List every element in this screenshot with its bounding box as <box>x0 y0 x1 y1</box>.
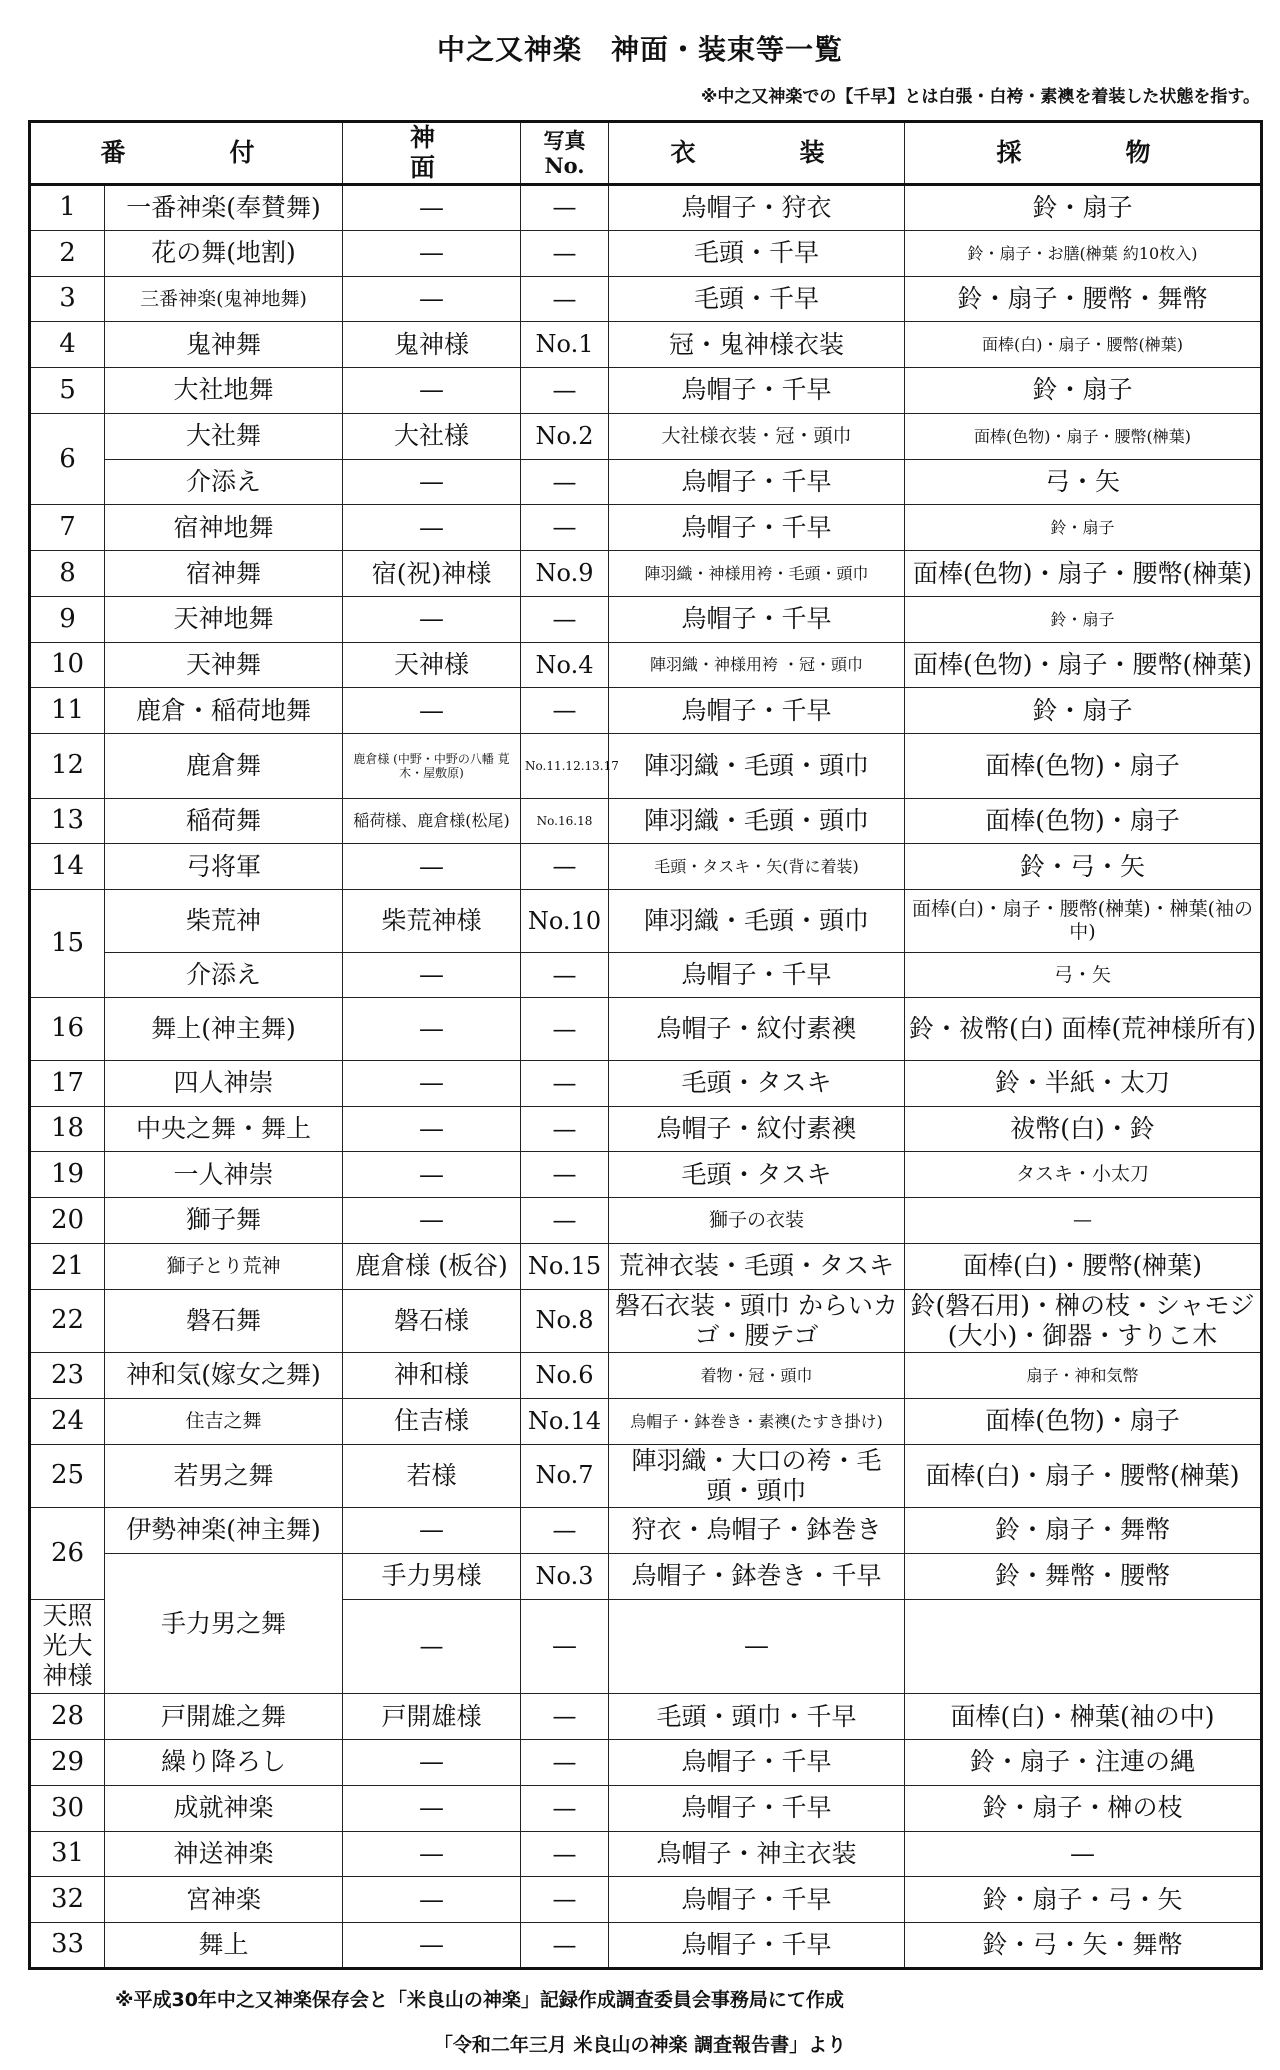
costume-cell: 烏帽子・千早 <box>609 459 905 505</box>
costume-cell: 陣羽織・大口の袴・毛頭・頭巾 <box>609 1444 905 1507</box>
name-cell: 伊勢神楽(神主舞) <box>105 1508 343 1554</box>
item-cell: 鈴・祓幣(白) 面棒(荒神様所有) <box>905 998 1262 1060</box>
costume-cell: 烏帽子・千早 <box>609 1923 905 1969</box>
item-cell: 鈴・扇子 <box>905 505 1262 551</box>
mask-cell: 鹿倉様 (板谷) <box>343 1243 521 1289</box>
kagura-table <box>28 120 1263 1970</box>
no-cell: 32 <box>30 1877 105 1923</box>
no-cell: 26 <box>30 1508 105 1600</box>
item-cell: — <box>609 1599 905 1694</box>
mask-cell: — <box>343 505 521 551</box>
mask-cell: — <box>343 368 521 414</box>
table-row <box>30 1508 1262 1554</box>
name-cell: 柴荒神 <box>105 890 343 952</box>
no-cell: 24 <box>30 1398 105 1444</box>
item-cell: 鈴・扇子 <box>905 368 1262 414</box>
table-row <box>30 368 1262 414</box>
no-cell: 10 <box>30 642 105 688</box>
costume-cell: — <box>521 1599 609 1694</box>
table-row <box>30 1243 1262 1289</box>
table-row <box>30 1398 1262 1444</box>
item-cell: 鈴・扇子 <box>905 688 1262 734</box>
mask-cell: — <box>343 1740 521 1786</box>
costume-cell: 烏帽子・千早 <box>609 505 905 551</box>
costume-cell: 毛頭・タスキ <box>609 1060 905 1106</box>
table-row <box>30 642 1262 688</box>
name-cell: 若男之舞 <box>105 1444 343 1507</box>
no-cell: 21 <box>30 1243 105 1289</box>
no-cell: 5 <box>30 368 105 414</box>
item-cell: 鈴・扇子・腰幣・舞幣 <box>905 276 1262 322</box>
costume-cell: 荒神衣装・毛頭・タスキ <box>609 1243 905 1289</box>
mask-cell: 手力男様 <box>343 1553 521 1599</box>
name-cell: 神和気(嫁女之舞) <box>105 1353 343 1399</box>
no-cell: 11 <box>30 688 105 734</box>
costume-cell: 烏帽子・千早 <box>609 688 905 734</box>
item-cell: 祓幣(白)・鈴 <box>905 1106 1262 1152</box>
table-header-row <box>30 122 1262 185</box>
table-row <box>30 505 1262 551</box>
photo-cell: No.6 <box>521 1353 609 1399</box>
name-cell: 稲荷舞 <box>105 798 343 844</box>
item-cell: 鈴・扇子 <box>905 185 1262 231</box>
name-cell: 舞上 <box>105 1923 343 1969</box>
name-cell: 介添え <box>105 459 343 505</box>
name-cell: 天神舞 <box>105 642 343 688</box>
table-row <box>30 952 1262 998</box>
mask-cell: — <box>343 1923 521 1969</box>
mask-cell: — <box>343 1106 521 1152</box>
item-cell: — <box>905 1198 1262 1244</box>
item-cell: 面棒(色物)・扇子 <box>905 798 1262 844</box>
item-cell: 鈴・扇子・注連の縄 <box>905 1740 1262 1786</box>
photo-cell: No.2 <box>521 413 609 459</box>
mask-cell: — <box>343 952 521 998</box>
item-cell: 鈴・舞幣・腰幣 <box>905 1553 1262 1599</box>
photo-cell: — <box>521 1198 609 1244</box>
name-cell: 宮神楽 <box>105 1877 343 1923</box>
item-cell: 鈴・扇子 <box>905 596 1262 642</box>
item-cell: 面棒(白)・扇子・腰幣(榊葉) <box>905 322 1262 368</box>
photo-cell: — <box>521 368 609 414</box>
mask-cell: 住吉様 <box>343 1398 521 1444</box>
name-cell: 繰り降ろし <box>105 1740 343 1786</box>
mask-cell: — <box>343 844 521 890</box>
mask-cell: 大社様 <box>343 413 521 459</box>
name-cell: 舞上(神主舞) <box>105 998 343 1060</box>
mask-cell: — <box>343 185 521 231</box>
table-row <box>30 1831 1262 1877</box>
name-cell: 宿神地舞 <box>105 505 343 551</box>
table-row <box>30 551 1262 597</box>
mask-cell: 神和様 <box>343 1353 521 1399</box>
no-cell: 30 <box>30 1785 105 1831</box>
table-row <box>30 998 1262 1060</box>
table-row <box>30 1152 1262 1198</box>
name-cell: 四人神崇 <box>105 1060 343 1106</box>
costume-cell: 烏帽子・紋付素襖 <box>609 1106 905 1152</box>
no-cell: 19 <box>30 1152 105 1198</box>
no-cell: 2 <box>30 230 105 276</box>
mask-cell: — <box>343 596 521 642</box>
header-item: 採 物 <box>905 122 1262 185</box>
photo-cell: — <box>521 1694 609 1740</box>
table-row <box>30 688 1262 734</box>
no-cell: 15 <box>30 890 105 998</box>
costume-cell: 陣羽織・毛頭・頭巾 <box>609 890 905 952</box>
photo-cell: No.11.12.13.17 <box>521 734 609 798</box>
costume-cell: 狩衣・烏帽子・鉢巻き <box>609 1508 905 1554</box>
no-cell: 7 <box>30 505 105 551</box>
no-cell: 6 <box>30 413 105 505</box>
table-row <box>30 413 1262 459</box>
photo-cell: — <box>521 505 609 551</box>
table-row <box>30 276 1262 322</box>
name-cell: 大社舞 <box>105 413 343 459</box>
costume-cell: 烏帽子・千早 <box>609 596 905 642</box>
no-cell: 31 <box>30 1831 105 1877</box>
costume-cell: 烏帽子・千早 <box>609 368 905 414</box>
mask-cell: 磐石様 <box>343 1289 521 1352</box>
photo-cell: — <box>521 185 609 231</box>
photo-cell: — <box>521 952 609 998</box>
photo-cell: — <box>521 1785 609 1831</box>
no-cell: 9 <box>30 596 105 642</box>
no-cell: 13 <box>30 798 105 844</box>
no-cell: 17 <box>30 1060 105 1106</box>
table-row <box>30 1289 1262 1352</box>
table-row <box>30 1877 1262 1923</box>
name-cell: 一人神崇 <box>105 1152 343 1198</box>
no-cell: 22 <box>30 1289 105 1352</box>
photo-cell: — <box>521 1923 609 1969</box>
item-cell: 面棒(白)・扇子・腰幣(榊葉) <box>905 1444 1262 1507</box>
photo-cell: — <box>521 276 609 322</box>
photo-cell: — <box>521 688 609 734</box>
table-row <box>30 890 1262 952</box>
name-cell: 大社地舞 <box>105 368 343 414</box>
costume-cell: 烏帽子・千早 <box>609 1740 905 1786</box>
mask-cell: — <box>343 459 521 505</box>
item-cell: 弓・矢 <box>905 459 1262 505</box>
header-photo: 写真No. <box>521 122 609 185</box>
photo-cell: No.10 <box>521 890 609 952</box>
costume-cell: 磐石衣装・頭巾 からいカゴ・腰テゴ <box>609 1289 905 1352</box>
mask-cell: — <box>343 1831 521 1877</box>
costume-cell: 陣羽織・毛頭・頭巾 <box>609 798 905 844</box>
costume-cell: 烏帽子・神主衣装 <box>609 1831 905 1877</box>
name-cell: 獅子舞 <box>105 1198 343 1244</box>
item-cell: 鈴・扇子・舞幣 <box>905 1508 1262 1554</box>
table-row <box>30 322 1262 368</box>
mask-cell: — <box>343 1508 521 1554</box>
name-cell: 住吉之舞 <box>105 1398 343 1444</box>
item-cell: 鈴・弓・矢・舞幣 <box>905 1923 1262 1969</box>
table-row <box>30 1785 1262 1831</box>
name-cell: 鬼神舞 <box>105 322 343 368</box>
costume-cell: 烏帽子・千早 <box>609 1785 905 1831</box>
photo-cell: — <box>521 1152 609 1198</box>
costume-cell: 毛頭・タスキ・矢(背に着装) <box>609 844 905 890</box>
mask-cell: — <box>343 1198 521 1244</box>
no-cell: 23 <box>30 1353 105 1399</box>
table-row <box>30 1106 1262 1152</box>
item-cell: 面棒(白)・榊葉(袖の中) <box>905 1694 1262 1740</box>
mask-cell: 鬼神様 <box>343 322 521 368</box>
no-cell: 3 <box>30 276 105 322</box>
mask-cell: — <box>343 230 521 276</box>
photo-cell: — <box>521 1831 609 1877</box>
costume-cell: 陣羽織・毛頭・頭巾 <box>609 734 905 798</box>
name-cell: 花の舞(地割) <box>105 230 343 276</box>
name-cell: 成就神楽 <box>105 1785 343 1831</box>
item-cell: 面棒(白)・腰幣(榊葉) <box>905 1243 1262 1289</box>
item-cell: 鈴・扇子・弓・矢 <box>905 1877 1262 1923</box>
mask-cell: 天神様 <box>343 642 521 688</box>
photo-cell: No.7 <box>521 1444 609 1507</box>
no-cell: 33 <box>30 1923 105 1969</box>
photo-cell: No.1 <box>521 322 609 368</box>
costume-cell: 冠・鬼神様衣装 <box>609 322 905 368</box>
table-row <box>30 734 1262 798</box>
no-cell: 8 <box>30 551 105 597</box>
costume-cell: 着物・冠・頭巾 <box>609 1353 905 1399</box>
name-cell: 宿神舞 <box>105 551 343 597</box>
photo-cell: No.3 <box>521 1553 609 1599</box>
mask-cell: 天照光大神様 <box>30 1599 105 1694</box>
photo-cell: — <box>521 844 609 890</box>
photo-cell: — <box>521 1106 609 1152</box>
item-cell: 面棒(色物)・扇子 <box>905 1398 1262 1444</box>
photo-cell: No.14 <box>521 1398 609 1444</box>
item-cell: タスキ・小太刀 <box>905 1152 1262 1198</box>
costume-cell: 獅子の衣装 <box>609 1198 905 1244</box>
header-note: ※中之又神楽での【千早】とは白張・白袴・素襖を着装した状態を指す。 <box>700 87 1260 107</box>
table-row <box>30 844 1262 890</box>
item-cell: 弓・矢 <box>905 952 1262 998</box>
costume-cell: 烏帽子・鉢巻き・素襖(たすき掛け) <box>609 1398 905 1444</box>
no-cell: 28 <box>30 1694 105 1740</box>
source-citation: 「令和二年三月 米良山の神楽 調査報告書」より <box>433 2034 847 2056</box>
table-row <box>30 185 1262 231</box>
costume-cell: 毛頭・千早 <box>609 276 905 322</box>
costume-cell: 陣羽織・神様用袴・毛頭・頭巾 <box>609 551 905 597</box>
photo-cell: No.4 <box>521 642 609 688</box>
item-cell: 面棒(色物)・扇子 <box>905 734 1262 798</box>
costume-cell: 烏帽子・千早 <box>609 1877 905 1923</box>
item-cell: 面棒(色物)・扇子・腰幣(榊葉) <box>905 551 1262 597</box>
mask-cell: — <box>343 276 521 322</box>
mask-cell: 若様 <box>343 1444 521 1507</box>
mask-cell: 柴荒神様 <box>343 890 521 952</box>
table-row <box>30 230 1262 276</box>
name-cell: 戸開雄之舞 <box>105 1694 343 1740</box>
photo-cell: — <box>521 230 609 276</box>
no-cell: 20 <box>30 1198 105 1244</box>
mask-cell: — <box>343 1060 521 1106</box>
table-row <box>30 1444 1262 1507</box>
item-cell: 鈴(磐石用)・榊の枝・シャモジ (大小)・御器・すりこ木 <box>905 1289 1262 1352</box>
item-cell: — <box>905 1831 1262 1877</box>
table-body <box>30 185 1262 1969</box>
name-cell: 手力男之舞 <box>105 1553 343 1693</box>
item-cell: 鈴・扇子・お膳(榊葉 約10枚入) <box>905 230 1262 276</box>
mask-cell: 宿(祝)神様 <box>343 551 521 597</box>
photo-cell: No.16.18 <box>521 798 609 844</box>
name-cell: 磐石舞 <box>105 1289 343 1352</box>
mask-cell: 鹿倉様 (中野・中野の八幡 莧木・屋敷原) <box>343 734 521 798</box>
photo-cell: No.8 <box>521 1289 609 1352</box>
table-row <box>30 596 1262 642</box>
no-cell: 14 <box>30 844 105 890</box>
mask-cell: 戸開雄様 <box>343 1694 521 1740</box>
mask-cell: — <box>343 998 521 1060</box>
no-cell: 29 <box>30 1740 105 1786</box>
photo-cell: — <box>521 1508 609 1554</box>
photo-cell: No.9 <box>521 551 609 597</box>
header-costume: 衣 装 <box>609 122 905 185</box>
no-cell: 12 <box>30 734 105 798</box>
mask-cell: 稲荷様、鹿倉様(松尾) <box>343 798 521 844</box>
no-cell: 25 <box>30 1444 105 1507</box>
table-row <box>30 798 1262 844</box>
name-cell: 一番神楽(奉賛舞) <box>105 185 343 231</box>
item-cell: 鈴・半紙・太刀 <box>905 1060 1262 1106</box>
no-cell: 4 <box>30 322 105 368</box>
photo-cell: — <box>521 1060 609 1106</box>
costume-cell: 烏帽子・紋付素襖 <box>609 998 905 1060</box>
photo-cell: — <box>521 1740 609 1786</box>
item-cell: 鈴・弓・矢 <box>905 844 1262 890</box>
name-cell: 神送神楽 <box>105 1831 343 1877</box>
costume-cell: 陣羽織・神様用袴 ・冠・頭巾 <box>609 642 905 688</box>
no-cell: 1 <box>30 185 105 231</box>
table-row <box>30 1553 1262 1599</box>
table-row <box>30 1198 1262 1244</box>
costume-cell: 烏帽子・狩衣 <box>609 185 905 231</box>
name-cell: 介添え <box>105 952 343 998</box>
name-cell: 天神地舞 <box>105 596 343 642</box>
item-cell: 面棒(白)・扇子・腰幣(榊葉)・榊葉(袖の中) <box>905 890 1262 952</box>
photo-cell: — <box>521 596 609 642</box>
mask-cell: — <box>343 1877 521 1923</box>
mask-cell: — <box>343 688 521 734</box>
item-cell: 面棒(色物)・扇子・腰幣(榊葉) <box>905 642 1262 688</box>
costume-cell: 毛頭・千早 <box>609 230 905 276</box>
photo-cell: — <box>521 459 609 505</box>
name-cell: 中央之舞・舞上 <box>105 1106 343 1152</box>
item-cell: 扇子・神和気幣 <box>905 1353 1262 1399</box>
photo-cell: No.15 <box>521 1243 609 1289</box>
table-row <box>30 1353 1262 1399</box>
footer-note: ※平成30年中之又神楽保存会と「米良山の神楽」記録作成調査委員会事務局にて作成 <box>115 1989 844 2011</box>
mask-cell: — <box>343 1152 521 1198</box>
header-mask: 神 面 <box>343 122 521 185</box>
table-row <box>30 1060 1262 1106</box>
item-cell: 面棒(色物)・扇子・腰幣(榊葉) <box>905 413 1262 459</box>
photo-cell: — <box>521 998 609 1060</box>
mask-cell: — <box>343 1785 521 1831</box>
table-row <box>30 459 1262 505</box>
photo-cell: — <box>343 1599 521 1694</box>
costume-cell: 大社様衣装・冠・頭巾 <box>609 413 905 459</box>
no-cell: 16 <box>30 998 105 1060</box>
name-cell: 鹿倉舞 <box>105 734 343 798</box>
header-banduke: 番 付 <box>30 122 343 185</box>
page-title: 中之又神楽 神面・装束等一覧 <box>436 33 843 66</box>
costume-cell: 烏帽子・千早 <box>609 952 905 998</box>
costume-cell: 毛頭・頭巾・千早 <box>609 1694 905 1740</box>
table-row <box>30 1923 1262 1969</box>
name-cell: 獅子とり荒神 <box>105 1243 343 1289</box>
item-cell: 鈴・扇子・榊の枝 <box>905 1785 1262 1831</box>
name-cell: 鹿倉・稲荷地舞 <box>105 688 343 734</box>
name-cell: 三番神楽(鬼神地舞) <box>105 276 343 322</box>
name-cell: 弓将軍 <box>105 844 343 890</box>
table-row <box>30 1740 1262 1786</box>
table-row <box>30 1694 1262 1740</box>
no-cell: 18 <box>30 1106 105 1152</box>
costume-cell: 毛頭・タスキ <box>609 1152 905 1198</box>
photo-cell: — <box>521 1877 609 1923</box>
costume-cell: 烏帽子・鉢巻き・千早 <box>609 1553 905 1599</box>
